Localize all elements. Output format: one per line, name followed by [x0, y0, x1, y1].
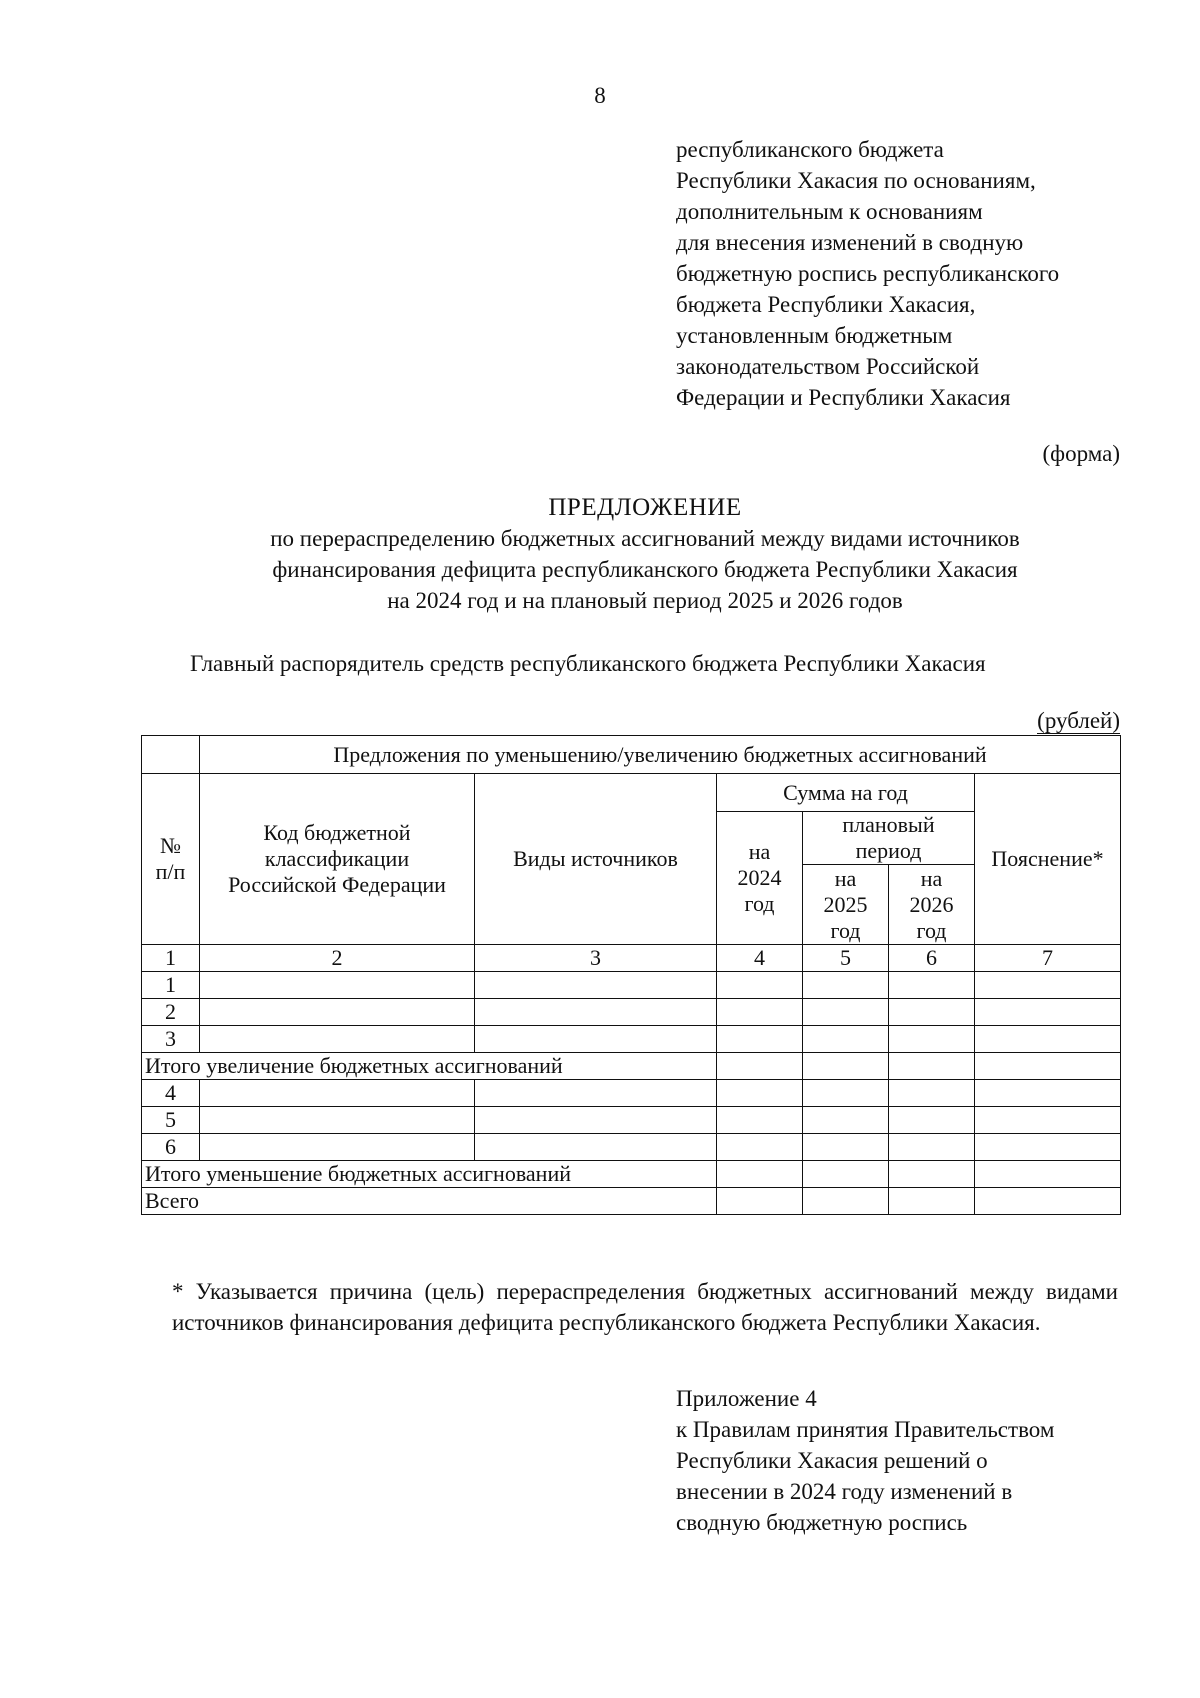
empty-cell — [975, 1080, 1121, 1107]
empty-cell — [803, 1053, 889, 1080]
empty-cell — [200, 999, 475, 1026]
row-number: 2 — [142, 999, 200, 1026]
header-line: установленным бюджетным — [676, 323, 953, 348]
increase-total-label: Итого увеличение бюджетных ассигнований — [142, 1053, 717, 1080]
empty-cell — [717, 1053, 803, 1080]
empty-cell — [200, 972, 475, 999]
header-code-label: Код бюджетной классификации Российской Федерации — [228, 820, 446, 897]
appendix-line: Республики Хакасия решений о — [676, 1448, 988, 1473]
top-header: Предложения по уменьшению/увеличению бюджетных ассигнований — [200, 736, 1121, 774]
empty-cell — [717, 1134, 803, 1161]
empty-cell — [889, 1026, 975, 1053]
empty-cell — [975, 999, 1121, 1026]
empty-cell — [475, 1026, 717, 1053]
empty-cell — [717, 972, 803, 999]
column-number: 2 — [200, 945, 475, 972]
units-label-text: (рублей) — [1037, 708, 1120, 733]
empty-cell — [717, 999, 803, 1026]
header-line: республиканского бюджета — [676, 137, 944, 162]
form-label: (форма) — [1042, 441, 1120, 466]
column-number-row — [142, 945, 1121, 972]
header-reference-block — [676, 134, 1156, 413]
decrease-total-row — [142, 1161, 1121, 1188]
subtitle-line: финансирования дефицита республиканского бюджета Республики Хакасия — [272, 557, 1018, 582]
appendix-line: сводную бюджетную роспись — [676, 1510, 968, 1535]
empty-cell — [717, 1188, 803, 1215]
table-row — [142, 1134, 1121, 1161]
header-sum-year: Сумма на год — [717, 774, 975, 812]
decrease-total-label: Итого уменьшение бюджетных ассигнований — [142, 1161, 717, 1188]
empty-cell — [803, 972, 889, 999]
table-row — [142, 1080, 1121, 1107]
empty-cell — [803, 1080, 889, 1107]
empty-cell — [475, 1107, 717, 1134]
column-number: 6 — [889, 945, 975, 972]
empty-cell — [889, 999, 975, 1026]
empty-cell — [975, 972, 1121, 999]
header-line: Федерации и Республики Хакасия — [676, 385, 1011, 410]
empty-cell — [975, 1188, 1121, 1215]
empty-cell — [803, 1188, 889, 1215]
column-number: 4 — [717, 945, 803, 972]
header-planned-label: плановый период — [842, 812, 935, 863]
empty-cell — [475, 1134, 717, 1161]
empty-cell — [975, 1026, 1121, 1053]
empty-cell — [889, 1134, 975, 1161]
title-block — [150, 492, 1140, 616]
appendix-reference-block — [676, 1383, 1156, 1538]
empty-cell — [975, 1107, 1121, 1134]
row-number: 4 — [142, 1080, 200, 1107]
header-2024-label: на 2024 год — [737, 839, 782, 916]
empty-cell — [803, 999, 889, 1026]
header-planned-period — [803, 812, 975, 865]
empty-cell — [200, 1080, 475, 1107]
increase-total-row — [142, 1053, 1121, 1080]
empty-cell — [975, 1134, 1121, 1161]
empty-cell — [717, 1026, 803, 1053]
header-2026-label: на 2026 год — [909, 865, 954, 943]
row-number: 1 — [142, 972, 200, 999]
empty-cell — [975, 1053, 1121, 1080]
empty-cell — [803, 1107, 889, 1134]
empty-cell — [889, 972, 975, 999]
row-number: 5 — [142, 1107, 200, 1134]
column-number: 3 — [475, 945, 717, 972]
header-2025-label: на 2025 год — [823, 865, 868, 943]
column-number: 7 — [975, 945, 1121, 972]
appendix-line: Приложение 4 — [676, 1386, 817, 1411]
subtitle-line: на 2024 год и на плановый период 2025 и 2026 годов — [387, 588, 903, 613]
document-title: ПРЕДЛОЖЕНИЕ — [548, 494, 742, 521]
empty-cell — [975, 1161, 1121, 1188]
header-2025 — [803, 865, 889, 945]
empty-cell — [717, 1161, 803, 1188]
empty-cell — [803, 1026, 889, 1053]
empty-cell — [475, 999, 717, 1026]
header-number — [142, 774, 200, 945]
header-note: Пояснение* — [975, 774, 1121, 945]
budget-table — [141, 735, 1121, 1215]
header-2024 — [717, 812, 803, 945]
empty-cell — [717, 1080, 803, 1107]
empty-cell — [200, 1134, 475, 1161]
empty-cell — [889, 1107, 975, 1134]
appendix-line: внесении в 2024 году изменений в — [676, 1479, 1013, 1504]
row-number: 6 — [142, 1134, 200, 1161]
column-number: 1 — [142, 945, 200, 972]
header-line: Республики Хакасия по основаниям, — [676, 168, 1036, 193]
empty-cell — [803, 1161, 889, 1188]
distributor-line: Главный распорядитель средств республиканского бюджета Республики Хакасия — [190, 651, 986, 676]
table-row — [142, 1107, 1121, 1134]
header-line: для внесения изменений в сводную — [676, 230, 1024, 255]
grand-total-label: Всего — [142, 1188, 717, 1215]
empty-cell — [717, 1107, 803, 1134]
header-code — [200, 774, 475, 945]
header-line: бюджета Республики Хакасия, — [676, 292, 976, 317]
appendix-line: к Правилам принятия Правительством — [676, 1417, 1055, 1442]
empty-cell — [475, 972, 717, 999]
row-number: 3 — [142, 1026, 200, 1053]
header-sources: Виды источников — [475, 774, 717, 945]
footnote: * Указывается причина (цель) перераспределения бюджетных ассигнований между видами источников финансирования дефицита республиканского бюджета Республики Хакасия. — [172, 1279, 1118, 1335]
empty-cell — [889, 1188, 975, 1215]
empty-cell — [889, 1080, 975, 1107]
header-2026 — [889, 865, 975, 945]
empty-cell — [200, 1107, 475, 1134]
table-row — [142, 1026, 1121, 1053]
page-number: 8 — [594, 83, 606, 108]
header-line: бюджетную роспись республиканского — [676, 261, 1060, 286]
header-line: дополнительным к основаниям — [676, 199, 983, 224]
table-row — [142, 999, 1121, 1026]
empty-cell — [889, 1161, 975, 1188]
column-number: 5 — [803, 945, 889, 972]
header-line: законодательством Российской — [676, 354, 980, 379]
corner-cell — [142, 736, 200, 774]
empty-cell — [200, 1026, 475, 1053]
header-number-label: № п/п — [155, 833, 186, 884]
subtitle-line: по перераспределению бюджетных ассигнований между видами источников — [270, 526, 1020, 551]
empty-cell — [803, 1134, 889, 1161]
empty-cell — [889, 1053, 975, 1080]
empty-cell — [475, 1080, 717, 1107]
grand-total-row — [142, 1188, 1121, 1215]
table-row — [142, 972, 1121, 999]
units-label — [1037, 705, 1120, 736]
